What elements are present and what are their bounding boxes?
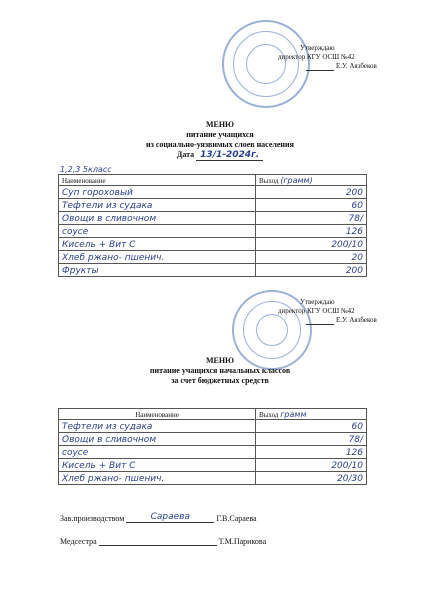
table-row: Овощи в сливочном 78/ [59,212,367,225]
table-header-row [59,409,367,420]
signature-line [306,70,334,71]
menu2-table [58,408,367,485]
date-label: Дата [176,150,195,159]
table-row: соусе 126 [59,446,367,459]
table-row: Хлеб ржано- пшенич. 20 [59,251,367,264]
table-row: Кисель + Вит С 200/10 [59,459,367,472]
menu2-title-block [100,356,340,386]
nurse-label: Медсестра [60,537,97,546]
table-row: соусе 126 [59,225,367,238]
header-output: Выход (грамм) [256,175,367,186]
approval-director-name: Е.У. Аязбеков [278,62,398,71]
manager-label: Зав.производством [60,514,125,523]
table-row: Кисель + Вит С 200/10 [59,238,367,251]
table-row: Хлеб ржано- пшенич. 20/30 [59,472,367,485]
menu2-title: МЕНЮ [205,356,235,365]
table-header-row [59,175,367,186]
classes-note: 1,2,3 5класс [60,165,112,174]
signature-line [306,324,334,325]
menu2-subtitle-2: за счет бюджетных средств [171,376,269,385]
approval-heading: Утверждаю [300,44,335,52]
header-output: Выход грамм [256,409,367,420]
approval-block-2 [278,298,398,325]
menu1-title: МЕНЮ [205,120,235,129]
table-row: Фрукты 200 [59,264,367,277]
date-value: 13/1-2024г. [196,150,263,161]
menu2-subtitle-1: питание учащихся начальных классов [149,366,291,375]
menu1-date-row [100,150,340,160]
approval-heading: Утверждаю [300,298,335,306]
approval-position: директор КГУ ОСШ №42 [278,307,355,315]
header-name: Наименование [59,175,256,186]
menu1-subtitle-2: из социально-уязвимых слоев населения [146,140,294,149]
manager-name: Г.В.Сараева [216,514,257,523]
menu1-subtitle-1: питание учащихся [186,130,254,139]
manager-handwritten-signature: Сараева [126,512,214,523]
nurse-name: Т.М.Парикова [218,537,267,546]
table-row: Тефтели из судака 60 [59,199,367,212]
table-row: Суп гороховый 200 [59,186,367,199]
approval-position: директор КГУ ОСШ №42 [278,53,355,61]
approval-director-name: Е.У. Аязбеков [278,316,398,325]
manager-signature-row [60,512,257,523]
nurse-signature-line [99,545,217,546]
nurse-signature-row [60,537,266,546]
menu1-table [58,174,367,277]
table-row: Овощи в сливочном 78/ [59,433,367,446]
table-row: Тефтели из судака 60 [59,420,367,433]
header-name: Наименование [59,409,256,420]
menu1-title-block [100,120,340,160]
approval-block-1 [278,44,398,71]
